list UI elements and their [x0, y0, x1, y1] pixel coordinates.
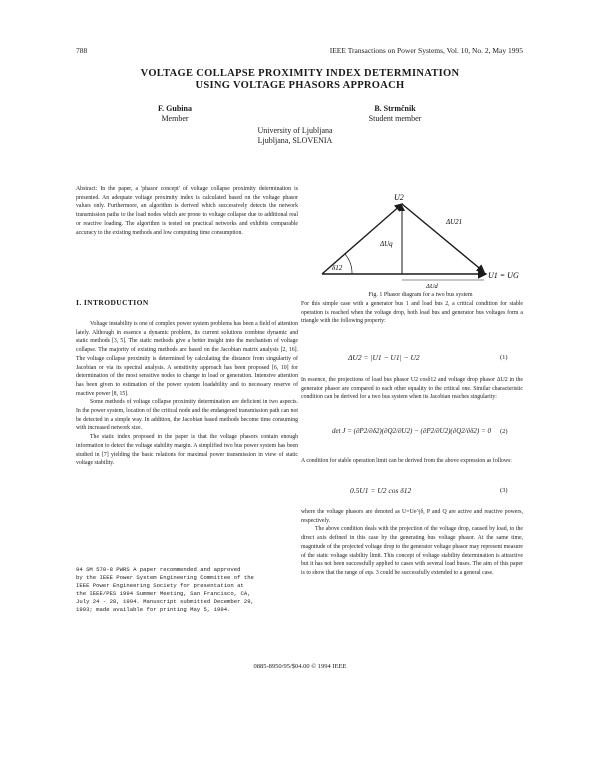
author2-role: Student member — [368, 114, 422, 123]
intro-body — [76, 320, 298, 468]
angle-arc — [345, 254, 352, 274]
label-u2: U2 — [394, 193, 404, 202]
equation-2-number: (2) — [500, 428, 508, 435]
abstract-text: Abstract: In the paper, a 'phasor concept' of voltage collapse proximity determination is presented. An adequate voltage proximity index is calculated based on the voltage phasor values only. Furthermore, an algorithm is derived which successively detects the network transmission paths to the load nodes which are prone to voltage collapse due to additional real or reactive loading. The algorithm is tested on practical networks and exhibits comparable accuracy to the existing methods and low computing time consumption. — [76, 186, 298, 236]
footnote-line: by the IEEE Power System Engineering Committee of the — [76, 574, 254, 581]
label-d12: δ12 — [332, 264, 343, 272]
du21-phasor-line — [402, 204, 484, 272]
journal-header: IEEE Transactions on Power Systems, Vol. 10, No. 2, May 1995 — [329, 46, 523, 55]
author1-name: F. Gubina — [158, 104, 192, 113]
label-du21: ΔU21 — [446, 218, 463, 226]
right-paragraph-4: where the voltage phasors are denoted as U=Ue^jδ, P and Q are active and reactive powers, respectively. — [301, 509, 523, 524]
equation-2: det J = (∂P2/∂δ2)(∂Q2/∂U2) − (∂P2/∂U2)(∂Q2/∂δ2) = 0 — [332, 427, 491, 435]
right-paragraph-2: In essence, the projections of load bus phasor U2 cosδ12 and voltage drop phasor ΔU2 in the generator phasor are compared to each other equality to the critical one. Similar characteristic condition can be derived for a two bus system when its Jacobian reaches singularity: — [301, 377, 523, 401]
label-u1: U1 = UG — [488, 271, 519, 280]
footnote-line: 94 SM 570-8 PWRS A paper recommended and approved — [76, 566, 241, 573]
equation-1: ΔU2 = |U1 − U1| − U2 — [348, 353, 420, 362]
section-heading-introduction: I. INTRODUCTION — [76, 298, 149, 307]
figure-caption: Fig. 1 Phasor diagram for a two bus system — [368, 292, 473, 298]
intro-paragraph-3: The static index proposed in the paper is that the voltage phasors contain enough information to detect the voltage stability margin. A simplified two bus power system has been studied in [7] yielding the basic relations for maximal power transmission in view of static voltage stability. — [76, 434, 298, 467]
intro-paragraph-2: Some methods of voltage collapse proximity determination are deficient in two aspects. In the power system, location of the critical node and the endangered transmission path can not be detected in a simple way. In addition, the Jacobian based methods become time consuming with increased network size. — [76, 399, 298, 432]
equation-3-number: (3) — [500, 487, 508, 494]
affiliation-line2: Ljubljana, SLOVENIA — [257, 136, 333, 145]
paper-title-line2: USING VOLTAGE PHASORS APPROACH — [195, 80, 405, 91]
author1-role: Member — [161, 114, 189, 123]
label-duq: ΔUq — [380, 240, 393, 248]
abstract — [76, 185, 298, 237]
equation-3: 0.5U1 = U2 cos δ12 — [350, 486, 412, 495]
equation-1-number: (1) — [500, 354, 508, 361]
right-body — [301, 508, 523, 578]
phasor-diagram — [318, 186, 523, 291]
footnote — [76, 566, 300, 614]
right-paragraph-5: The above condition deals with the projection of the voltage drop, caused by load, to the direct axis defined in this case by the generating bus voltage phasor. At the same time, magnitude of the projected voltage drop to the generator voltage phasor may represent measure of the static voltage stability limit. This concept of voltage stability determination is attractive but it has not been successfully applied to cases with several load buses. The aim of this paper is to show that the range of eqs. 3 could be successfully extended to a general case. — [301, 526, 523, 576]
footnote-line: IEEE Power Engineering Society for presentation at — [76, 582, 244, 589]
right-paragraph-3: A condition for stable operation limit can be derived from the above expression as follows: — [301, 458, 512, 464]
copyright-footer: 0885-8950/95/$04.00 © 1994 IEEE — [253, 663, 347, 670]
label-dud: ΔUd — [426, 283, 438, 290]
page-number: 788 — [76, 46, 88, 55]
intro-paragraph-1: Voltage instability is one of complex power system problems has been a field of attention lately. Although in essence a dynamic problem, its current solutions combine dynamic and static methods [3, 5]. The static methods give a better insight into the mechanism of voltage collapse. The majority of existing methods are based on the Jacobian matrix analysis [2, 16]. The voltage collapse proximity is determined by calculating the distance from singularity of Jacobian or via its spectral analysis. A sensitivity approach has been proposed [6, 10] for determination of the most sensitive nodes to change in load or generation. Intensive attention has been given to estimation of the power system loadability and to necessary reserve of reactive power [8, 15]. — [76, 321, 298, 397]
author2-name: B. Strmčnik — [374, 104, 416, 113]
right-paragraph-1: For this simple case with a generator bus 1 and load bus 2, a critical condition for stable operation is reached when the voltage drop, both load bus and generator bus voltages form a triangle with the following property: — [301, 301, 523, 325]
footnote-line: the IEEE/PES 1994 Summer Meeting, San Francisco, CA, — [76, 590, 251, 597]
affiliation-line1: University of Ljubljana — [257, 126, 333, 135]
footnote-line: 1993; made available for printing May 5, 1994. — [76, 606, 231, 613]
footnote-line: July 24 - 28, 1994. Manuscript submitted December 29, — [76, 598, 254, 605]
paper-title-line1: VOLTAGE COLLAPSE PROXIMITY INDEX DETERMINATION — [140, 68, 460, 79]
